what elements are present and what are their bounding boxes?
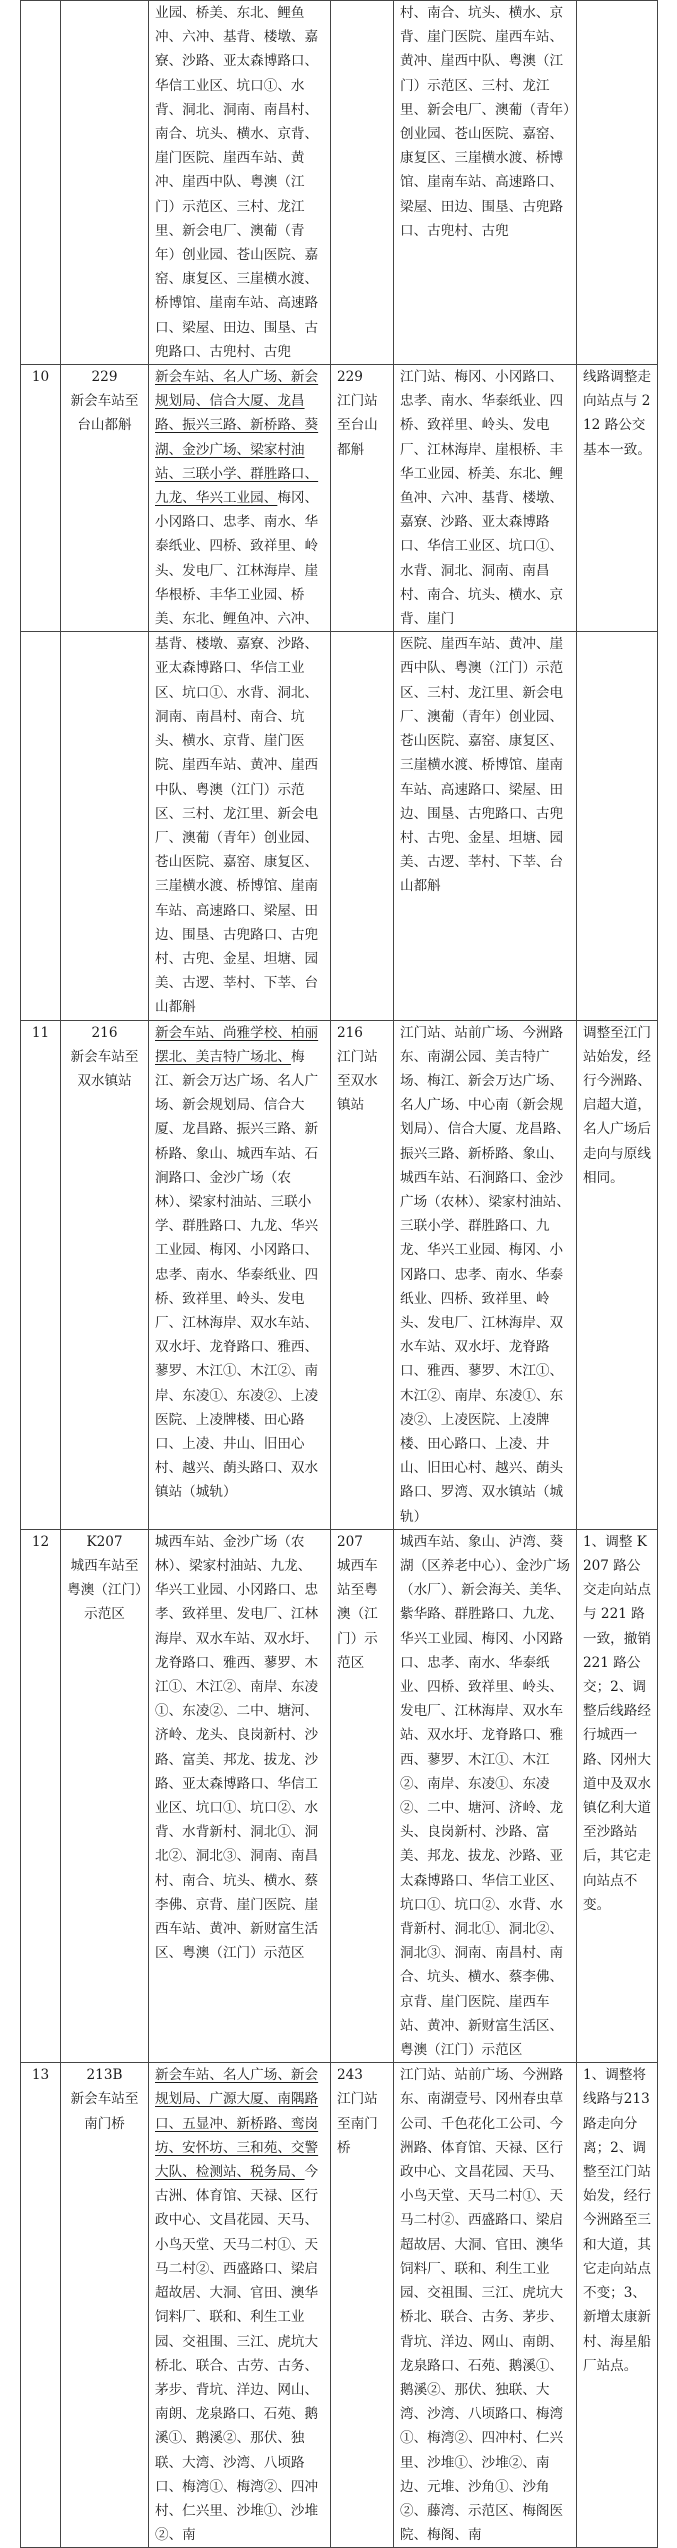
old-route-cell (61, 632, 149, 1020)
new-route-code: 229 (337, 369, 363, 386)
old-stops: 梅江、新会万达广场、名人广场、新会规划局、信合大厦、龙昌路、振兴三路、新桥路、象山、城西车站、石涧路口、金沙广场（农林）、梁家村油站、三联小学、群胜路口、九龙、华兴工业园、梅冈、小冈路口、忠孝、南水、华泰纸业、四桥、致祥里、岭头、发电厂、江林海岸、双水车站、双水圩、龙脊路口、雅西、蓼罗、木江①、木江②、南岸、东凌①、东凌②、上凌医院、上凌牌楼、田心路口、上凌、井山、旧田心村、越兴、蓢头路口、双水镇站（城轨） (155, 1048, 319, 1501)
old-stops-underlined: 新会车站、尚雅学校、柏丽摆北、美吉特广场北、 (155, 1024, 319, 1065)
table-row (21, 365, 658, 632)
old-route-name: 新会车站至双水镇站 (70, 1048, 139, 1089)
old-stops-cell (149, 1529, 331, 2062)
old-route-code: 229 (91, 369, 118, 386)
old-stops: 业园、桥美、东北、鲤鱼冲、六冲、基背、楼墩、嘉寮、沙路、亚太森博路口、华信工业区、坑口①、水背、洞北、洞南、南昌村、南合、坑头、横水、京背、崖门医院、崖西车站、黄冲、崖西中队、粤澳（江门）示范区、三村、龙江里、新会电厂、澳葡（青年）创业园、苍山医院、嘉窑、康复区、三崖横水渡、桥博馆、崖南车站、高速路口、梁屋、田边、围垦、古兜路口、古兜村、古兜 (155, 5, 319, 360)
old-stops: 今古洲、体育馆、天禄、区行政中心、文昌花园、天马、小鸟天堂、天马二村①、天马二村②、西盛路口、梁启超故居、大洞、官田、澳华饲料厂、联和、利生工业园、交祖围、三江、虎坑大桥北、联合、古劳、古务、茅步、背坑、洋边、网山、南朗、龙泉路口、石苑、鹅溪①、鹅溪②、那伏、独联、大湾、沙湾、八顷路口、梅湾①、梅湾②、四冲村、仁兴里、沙堆①、沙堆②、南 (155, 2164, 319, 2544)
old-route-code: 213B (86, 2067, 123, 2084)
old-route-cell (61, 2063, 149, 2548)
new-stops-cell: 江门站、站前广场、今洲路东、南湖公园、美吉特广场、梅江、新会万达广场、名人广场、中心南（新会规划局）、信合大厦、龙昌路、振兴三路、新桥路、象山、城西车站、石涧路口、金沙广场（农林）、梁家村油站、三联小学、群胜路口、九龙、华兴工业园、梅冈、小冈路口、忠孝、南水、华泰纸业、四桥、致祥里、岭头、发电厂、江林海岸、双水车站、双水圩、龙脊路口、雅西、蓼罗、木江①、木江②、南岸、东凌①、东凌②、上凌医院、上凌牌楼、田心路口、上凌、井山、旧田心村、越兴、蓢头路口、罗湾、双水镇站（城轨） (394, 1020, 577, 1529)
old-route-cell (61, 1529, 149, 2062)
row-number: 11 (21, 1020, 61, 1529)
new-route-cell (331, 1529, 394, 2062)
row-number (21, 632, 61, 1020)
new-stops-cell: 江门站、梅冈、小冈路口、忠孝、南水、华泰纸业、四桥、致祥里、岭头、发电厂、江林海岸、崖根桥、丰华工业园、桥美、东北、鲤鱼冲、六冲、基背、楼墩、嘉寮、沙路、亚太森博路口、华信工业区、坑口①、水背、洞北、洞南、南昌村、南合、坑头、横水、京背、崖门 (394, 365, 577, 632)
old-route-name: 新会车站至南门桥 (70, 2091, 139, 2132)
new-stops-cell: 城西车站、象山、泸湾、葵湖（区养老中心）、金沙广场（水厂）、新会海关、美华、紫华路、群胜路口、九龙、华兴工业园、梅冈、小冈路口、忠孝、南水、华泰纸业、四桥、致祥里、岭头、发电厂、江林海岸、双水车站、双水圩、龙脊路口、雅西、蓼罗、木江①、木江②、南岸、东凌①、东凌②、二中、塘河、济岭、龙头、良岗新村、沙路、富美、邦龙、拔龙、沙路、亚太森博路口、华信工业区、坑口①、坑口②、水背、水背新村、洞北①、洞北②、洞北③、洞南、南昌村、南合、坑头、横水、蔡李佛、京背、崖门医院、崖西车站、黄冲、新财富生活区、粤澳（江门）示范区 (394, 1529, 577, 2062)
note-cell: 线路调整走向站点与 212 路公交基本一致。 (577, 365, 658, 632)
note-cell: 1、调整将线路与213 路走向分离；2、调整至江门站始发，经行今洲路至三和大道，其它走向站点不变；3、新增太康新村、海星船厂站点。 (577, 2063, 658, 2548)
old-route-cell (61, 1020, 149, 1529)
old-stops-cell (149, 2063, 331, 2548)
new-stops-cell: 江门站、站前广场、今洲路东、南湖壹号、冈州春虫草公司、千色花化工公司、今洲路、体育馆、天禄、区行政中心、文昌花园、天马、小鸟天堂、天马二村①、天马二村②、西盛路口、梁启超故居、大洞、官田、澳华饲料厂、联和、利生工业园、交祖围、三江、虎坑大桥北、联合、古务、茅步、背坑、洋边、网山、南朗、龙泉路口、石苑、鹅溪①、鹅溪②、那伏、独联、大湾、沙湾、八顷路口、梅湾①、梅湾②、四冲村、仁兴里、沙堆①、沙堆②、南边、元堆、沙角①、沙角②、藤湾、示范区、梅阁医院、梅阁、南 (394, 2063, 577, 2548)
old-stops-cell (149, 1020, 331, 1529)
table-row (21, 1, 658, 365)
old-stops-underlined: 新会车站、名人广场、新会规划局、信合大厦、龙昌路、振兴三路、新桥路、葵湖、金沙广场、梁家村油站、三联小学、群胜路口、九龙、华兴工业园、 (155, 369, 319, 507)
old-route-code: K207 (86, 1533, 123, 1550)
note-cell (577, 632, 658, 1020)
new-route-name: 城西车站至粤澳（江门）示范区 (337, 1558, 378, 1671)
new-route-code: 207 (337, 1533, 363, 1550)
row-number (21, 1, 61, 365)
row-number: 10 (21, 365, 61, 632)
new-route-cell (331, 1, 394, 365)
old-stops: 基背、楼墩、嘉寮、沙路、亚太森博路口、华信工业区、坑口①、水背、洞北、洞南、南昌村、南合、坑头、横水、京背、崖门医院、崖西车站、黄冲、崖西中队、粤澳（江门）示范区、三村、龙江里、新会电厂、澳葡（青年）创业园、苍山医院、嘉窑、康复区、三崖横水渡、桥博馆、崖南车站、高速路口、梁屋、田边、围垦、古兜路口、古兜村、古兜、金星、坦塘、园美、古逻、莘村、下莘、台山都斛 (155, 636, 319, 1016)
table-row (21, 1020, 658, 1529)
old-stops-cell (149, 1, 331, 365)
old-route-cell (61, 365, 149, 632)
old-stops: 梅冈、小冈路口、忠孝、南水、华泰纸业、四桥、致祥里、岭头、发电厂、江林海岸、崖华根桥、丰华工业园、桥美、东北、鲤鱼冲、六冲、 (155, 490, 319, 628)
new-route-cell (331, 632, 394, 1020)
old-stops: 城西车站、金沙广场（农林）、梁家村油站、九龙、华兴工业园、小冈路口、忠孝、致祥里、发电厂、江林海岸、双水车站、双水圩、龙脊路口、雅西、蓼罗、木江①、木江②、南岸、东凌①、东凌②、二中、塘河、济岭、龙头、良岗新村、沙路、富美、邦龙、拔龙、沙路、亚太森博路口、华信工业区、坑口①、坑口②、水背、水背新村、洞北①、洞北②、洞北③、洞南、南昌村、南合、坑头、横水、蔡李佛、京背、崖门医院、崖西车站、黄冲、新财富生活区、粤澳（江门）示范区 (155, 1533, 319, 1962)
table-row (21, 1529, 658, 2062)
table-row (21, 2063, 658, 2548)
note-cell: 调整至江门站始发，经行今洲路、启超大道，名人广场后走向与原线相同。 (577, 1020, 658, 1529)
old-stops-cell (149, 632, 331, 1020)
new-route-name: 江门站至双水镇站 (337, 1048, 378, 1114)
old-stops-cell (149, 365, 331, 632)
note-cell (577, 1, 658, 365)
row-number: 13 (21, 2063, 61, 2548)
old-route-name: 新会车站至台山都斛 (70, 393, 139, 434)
old-stops-underlined: 新会车站、名人广场、新会规划局、广源大厦、南隅路口、五显冲、新桥路、鸾岗坊、安怀坊、三和苑、交警大队、检测站、税务局、 (155, 2067, 319, 2181)
old-route-name: 城西车站至粤澳（江门）示范区 (67, 1558, 142, 1623)
new-route-name: 江门站至南门桥 (337, 2091, 378, 2156)
new-route-cell (331, 2063, 394, 2548)
new-route-cell (331, 365, 394, 632)
note-cell: 1、调整 K207 路公交走向站点与 221 路一致，撤销 221 路公交；2、调整后线路经行城西一路、冈州大道中及双水镇亿利大道至沙路站后，其它走向站点不变。 (577, 1529, 658, 2062)
new-route-code: 216 (337, 1024, 363, 1041)
old-route-cell (61, 1, 149, 365)
route-adjustment-table (20, 0, 658, 2548)
old-route-code: 216 (91, 1024, 118, 1041)
new-route-name: 江门站至台山都斛 (337, 393, 378, 458)
new-stops-cell: 村、南合、坑头、横水、京背、崖门医院、崖西车站、黄冲、崖西中队、粤澳（江门）示范区、三村、龙江里、新会电厂、澳葡（青年）创业园、苍山医院、嘉窑、康复区、三崖横水渡、桥博馆、崖南车站、高速路口、梁屋、田边、围垦、古兜路口、古兜村、古兜 (394, 1, 577, 365)
new-stops-cell: 医院、崖西车站、黄冲、崖西中队、粤澳（江门）示范区、三村、龙江里、新会电厂、澳葡（青年）创业园、苍山医院、嘉窑、康复区、三崖横水渡、桥博馆、崖南车站、高速路口、梁屋、田边、围垦、古兜路口、古兜村、古兜、金星、坦塘、园美、古逻、莘村、下莘、台山都斛 (394, 632, 577, 1020)
table-row (21, 632, 658, 1020)
new-route-code: 243 (337, 2067, 363, 2084)
new-route-cell (331, 1020, 394, 1529)
row-number: 12 (21, 1529, 61, 2062)
